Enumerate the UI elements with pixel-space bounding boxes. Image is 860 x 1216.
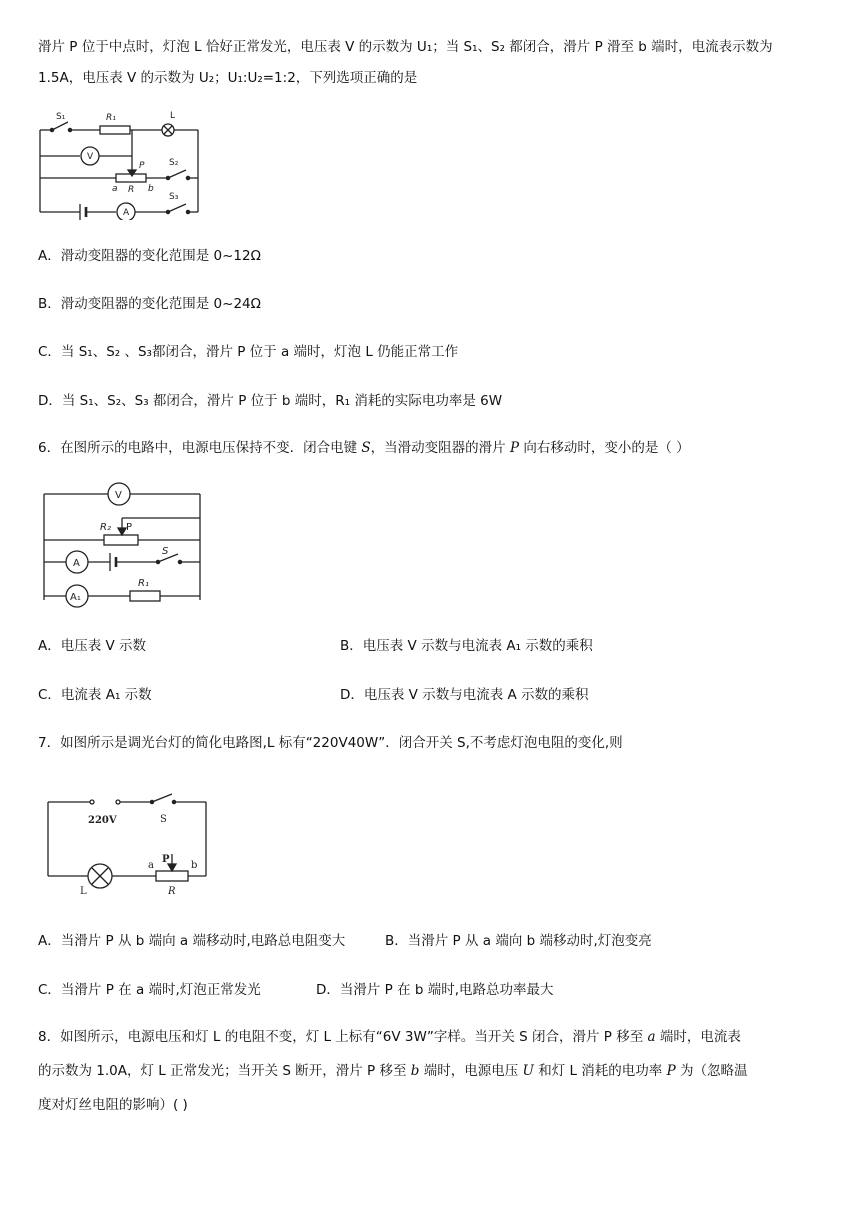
q5-circuit-figure — [36, 108, 206, 220]
q5-option-d: D．当 S₁、S₂、S₃ 都闭合，滑片 P 位于 b 端时，R₁ 消耗的实际电功率是 6W — [38, 393, 503, 409]
q7-circuit-figure — [38, 780, 218, 898]
q7-label-a: a — [148, 860, 154, 871]
q5-label-r1: R₁ — [106, 113, 116, 123]
q7-label-220v: 220V — [88, 815, 117, 826]
q8-stem-line2: 的示数为 1.0A，灯 L 正常发光；当开关 S 断开，滑片 P 移至 b 端时，电源电压 U 和灯 L 消耗的电功率 P 为（忽略温 — [38, 1063, 748, 1079]
q6-label-a1: A₁ — [70, 592, 81, 603]
q7-stem: 7．如图所示是调光台灯的简化电路图,L 标有“220V40W”．闭合开关 S,不考虑灯泡电阻的变化,则 — [38, 735, 623, 751]
q6-label-a: A — [73, 558, 80, 569]
q7-option-c: C．当滑片 P 在 a 端时,灯泡正常发光 — [38, 982, 261, 998]
q6-option-d: D．电压表 V 示数与电流表 A 示数的乘积 — [340, 687, 589, 703]
q7-label-r: R — [168, 886, 176, 897]
q6-stem: 6．在图所示的电路中，电源电压保持不变．闭合电键 S，当滑动变阻器的滑片 P 向右移动时，变小的是（ ） — [38, 440, 690, 456]
q5-label-p: P — [139, 161, 145, 171]
q5-label-r: R — [128, 185, 135, 195]
q5-label-a: a — [112, 184, 118, 194]
q7-option-d: D．当滑片 P 在 b 端时,电路总功率最大 — [316, 982, 554, 998]
q5-label-s2: S₂ — [169, 158, 179, 168]
q5-option-c: C．当 S₁、S₂ 、S₃都闭合，滑片 P 位于 a 端时，灯泡 L 仍能正常工作 — [38, 344, 459, 360]
q8-stem-line3: 度对灯丝电阻的影响）( ) — [38, 1097, 188, 1113]
q5-label-s1: S₁ — [56, 112, 66, 122]
q7-label-s: S — [160, 814, 167, 825]
q5-stem-line2: 1.5A，电压表 V 的示数为 U₂；U₁:U₂=1:2，下列选项正确的是 — [38, 70, 418, 86]
q6-label-r2: R₂ — [100, 522, 111, 533]
q5-stem-line1: 滑片 P 位于中点时，灯泡 L 恰好正常发光，电压表 V 的示数为 U₁；当 S₁、S₂ 都闭合，滑片 P 滑至 b 端时，电流表示数为 — [38, 39, 773, 55]
q5-label-ammeter: A — [123, 208, 130, 218]
q5-label-b: b — [148, 184, 154, 194]
q7-option-a: A．当滑片 P 从 b 端向 a 端移动时,电路总电阻变大 — [38, 933, 346, 949]
q7-option-b: B．当滑片 P 从 a 端向 b 端移动时,灯泡变亮 — [385, 933, 652, 949]
q5-option-b: B．滑动变阻器的变化范围是 0~24Ω — [38, 296, 261, 312]
q6-label-s: S — [162, 546, 169, 557]
q5-label-l: L — [170, 111, 176, 121]
q5-label-s3: S₃ — [169, 192, 179, 202]
q6-option-b: B．电压表 V 示数与电流表 A₁ 示数的乘积 — [340, 638, 593, 654]
q7-label-b: b — [191, 860, 198, 871]
q6-circuit-figure — [38, 478, 206, 608]
q6-label-v: V — [115, 490, 122, 501]
q7-label-p: P — [162, 854, 170, 865]
q5-label-v: V — [87, 152, 94, 162]
q8-stem-line1: 8．如图所示，电源电压和灯 L 的电阻不变，灯 L 上标有“6V 3W”字样。当开关 S 闭合，滑片 P 移至 a 端时，电流表 — [38, 1029, 741, 1045]
q6-label-p: P — [126, 522, 133, 533]
q6-option-c: C．电流表 A₁ 示数 — [38, 687, 152, 703]
q7-label-l: L — [80, 886, 87, 897]
q6-option-a: A．电压表 V 示数 — [38, 638, 147, 654]
q5-option-a: A．滑动变阻器的变化范围是 0~12Ω — [38, 248, 261, 264]
q6-label-r1: R₁ — [138, 578, 149, 589]
